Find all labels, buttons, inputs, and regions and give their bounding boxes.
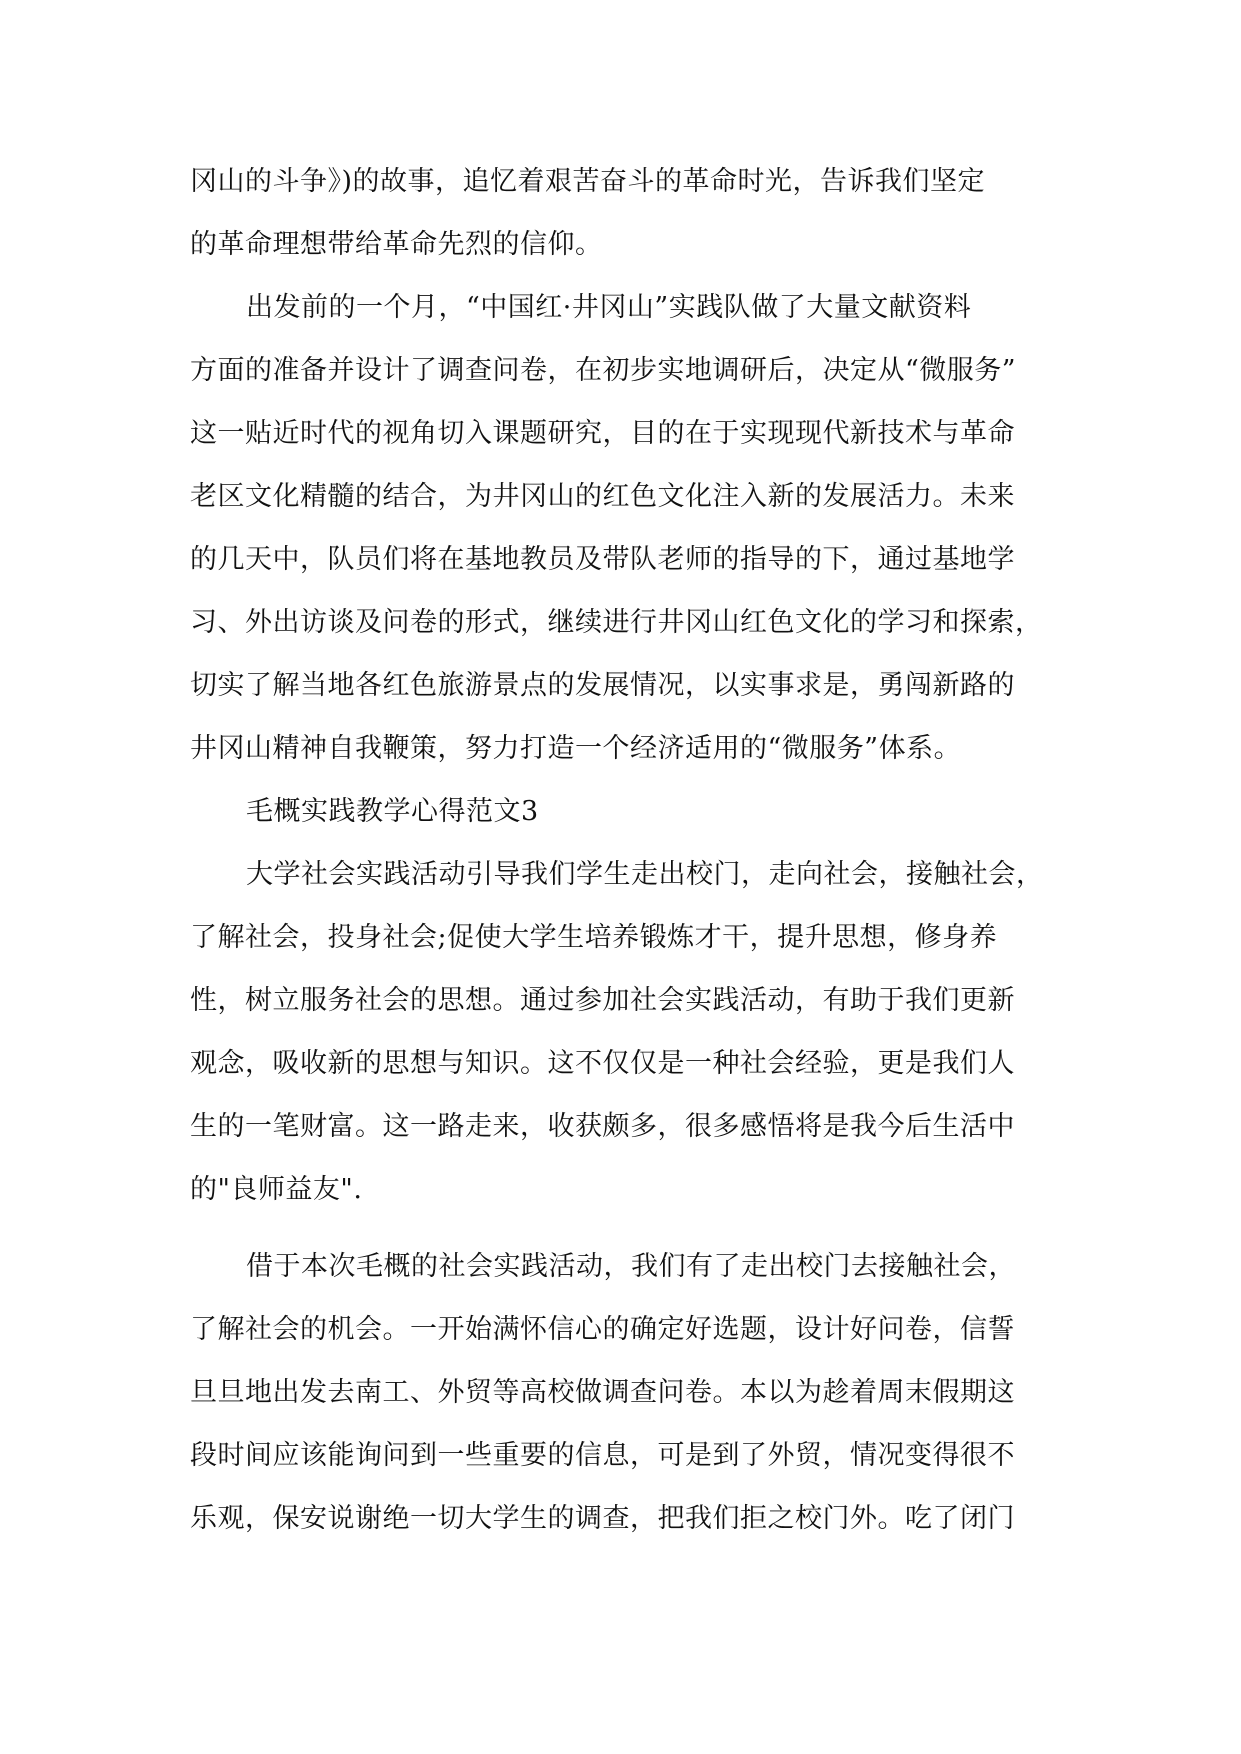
text-line: 观念，吸收新的思想与知识。这不仅仅是一种社会经验，更是我们人	[190, 1048, 1015, 1079]
text-line: 乐观，保安说谢绝一切大学生的调查，把我们拒之校门外。吃了闭门	[190, 1503, 1015, 1534]
text-line: 方面的准备并设计了调查问卷，在初步实地调研后，决定从“微服务”	[190, 355, 1017, 386]
text-line: 旦旦地出发去南工、外贸等高校做调查问卷。本以为趁着周末假期这	[190, 1377, 1015, 1408]
text-line: 了解社会，投身社会;促使大学生培养锻炼才干，提升思想，修身养	[190, 922, 998, 953]
text-line: 习、外出访谈及问卷的形式，继续进行井冈山红色文化的学习和探索，	[190, 607, 1043, 638]
text-line: 的革命理想带给革命先烈的信仰。	[190, 229, 603, 260]
document-body	[190, 150, 1062, 1550]
text-line: 了解社会的机会。一开始满怀信心的确定好选题，设计好问卷，信誓	[190, 1314, 1015, 1345]
text-line: 的"良师益友".	[190, 1174, 363, 1205]
text-line: 性，树立服务社会的思想。通过参加社会实践活动，有助于我们更新	[190, 985, 1015, 1016]
paragraph-first-line: 借于本次毛概的社会实践活动，我们有了走出校门去接触社会，	[246, 1251, 1016, 1282]
paragraph-first-line: 出发前的一个月，“中国红·井冈山”实践队做了大量文献资料	[246, 292, 972, 323]
text-line: 这一贴近时代的视角切入课题研究，目的在于实现现代新技术与革命	[190, 418, 1015, 449]
text-line: 井冈山精神自我鞭策，努力打造一个经济适用的“微服务”体系。	[190, 733, 962, 764]
text-line: 冈山的斗争》)的故事，追忆着艰苦奋斗的革命时光，告诉我们坚定	[190, 166, 986, 197]
text-line: 生的一笔财富。这一路走来，收获颇多，很多感悟将是我今后生活中	[190, 1111, 1015, 1142]
paragraph-first-line: 大学社会实践活动引导我们学生走出校门，走向社会，接触社会，	[246, 859, 1044, 890]
text-line: 段时间应该能询问到一些重要的信息，可是到了外贸，情况变得很不	[190, 1440, 1015, 1471]
text-line: 的几天中，队员们将在基地教员及带队老师的指导的下，通过基地学	[190, 544, 1015, 575]
text-line: 老区文化精髓的结合，为井冈山的红色文化注入新的发展活力。未来	[190, 481, 1015, 512]
paragraph-spacer	[190, 1221, 1062, 1235]
text-line: 切实了解当地各红色旅游景点的发展情况，以实事求是，勇闯新路的	[190, 670, 1015, 701]
section-heading: 毛概实践教学心得范文3	[246, 796, 539, 827]
